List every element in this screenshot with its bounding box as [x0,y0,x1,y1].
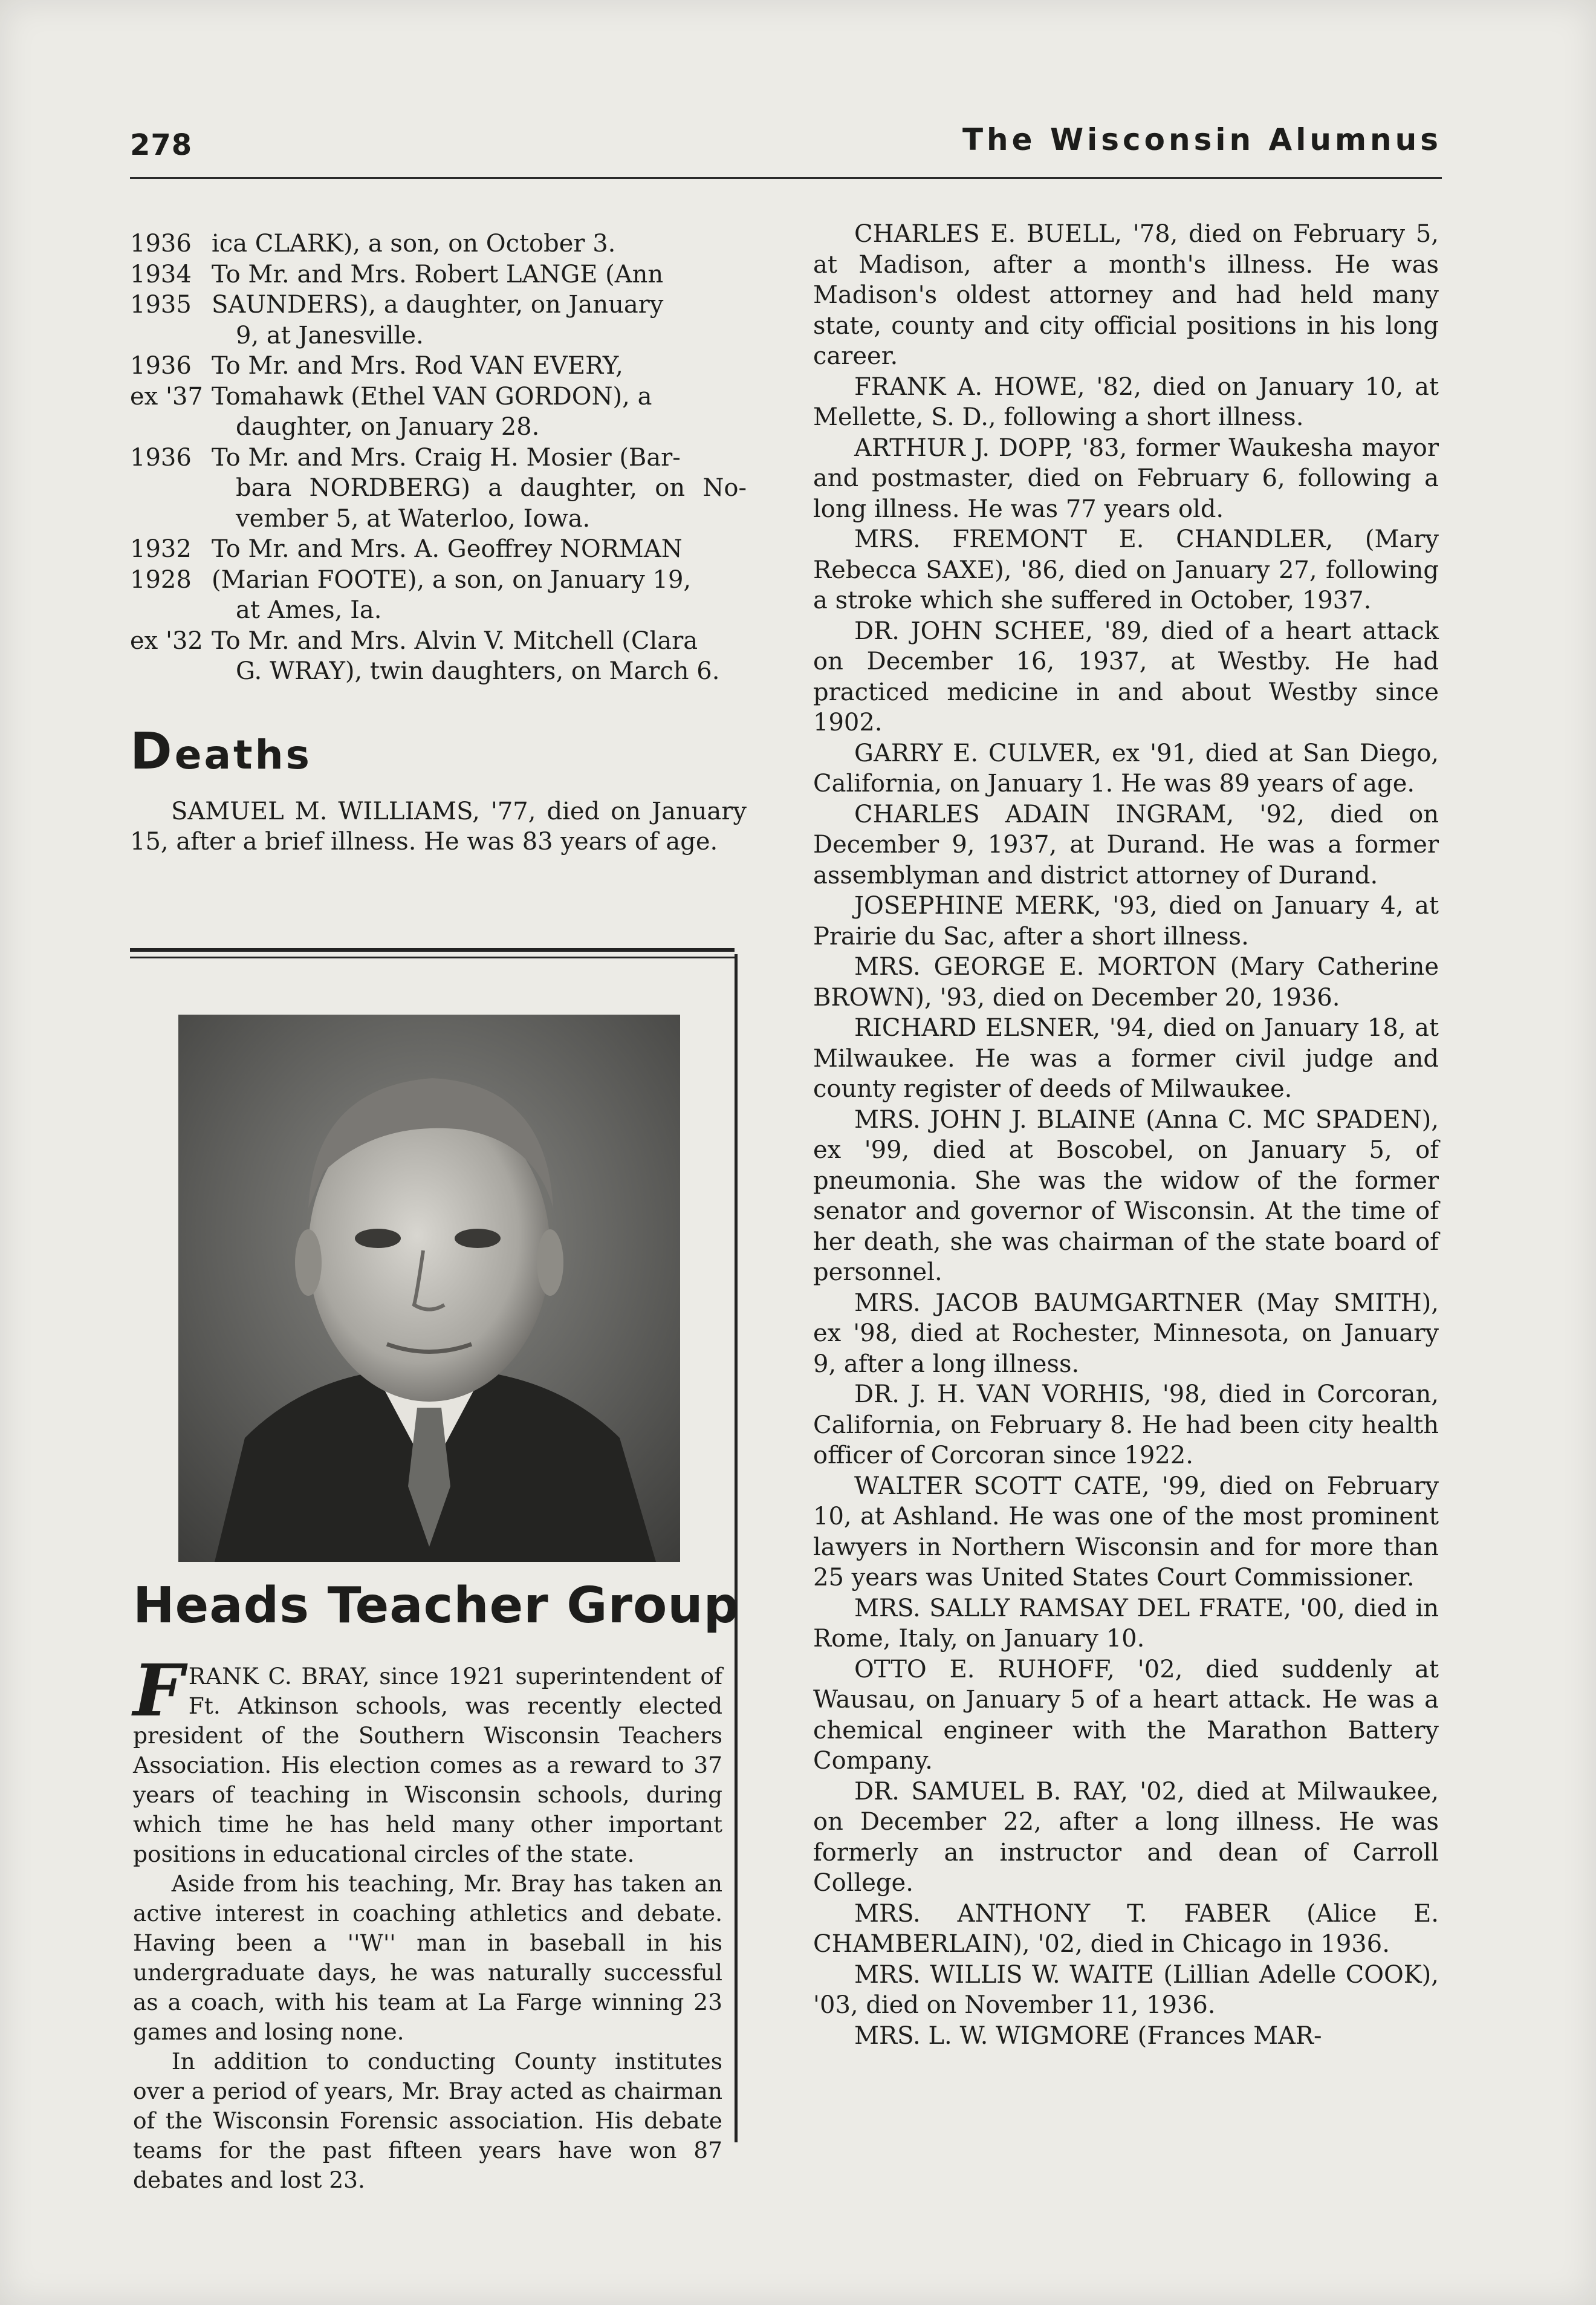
birth-text: To Mr. and Mrs. Alvin V. Mitchell (Clara G. WRAY), twin daughters, on March 6. [212,626,720,685]
list-item [130,351,747,382]
birth-text: SAUNDERS), a daughter, on January 9, at Janesville. [212,291,664,349]
death-notice: CHARLES E. BUELL, '78, died on February 5, at Madison, after a month's illness. He was Madison's oldest attorney and had held many state, county and city official positions in his long career. [813,220,1439,370]
birth-year: ex '37 [130,382,203,411]
left-column [130,229,747,857]
right-column [813,219,1439,2051]
header-rule [130,177,1442,179]
feature-box [130,948,740,2193]
page-header [130,115,1442,181]
death-notice: DR. JOHN SCHEE, '89, died of a heart attack on December 16, 1937, at Westby. He had practiced medicine in and about Westby since 1902. [813,617,1439,736]
death-notice: WALTER SCOTT CATE, '99, died on February 10, at Ashland. He was one of the most prominent lawyers in Northern Wisconsin and for more than 25 years was United States Court Commissioner. [813,1472,1439,1591]
list-item [130,626,747,687]
list-item [130,534,747,565]
death-notice: CHARLES ADAIN INGRAM, '92, died on December 9, 1937, at Durand. He was a former assemblyman and district attorney of Durand. [813,800,1439,889]
birth-text: (Marian FOOTE), a son, on January 19, at Ames, Ia. [212,565,692,624]
feature-body [133,1648,722,2195]
death-notice: MRS. JACOB BAUMGARTNER (May SMITH), ex '98, died at Rochester, Minnesota, on January 9, after a long illness. [813,1289,1439,1378]
birth-year: 1936 [130,352,192,380]
death-notice: MRS. FREMONT E. CHANDLER, (Mary Rebecca SAXE), '86, died on January 27, following a stroke which she suffered in October, 1937. [813,525,1439,614]
deaths-heading: Deaths [130,721,312,781]
birth-year: 1934 [130,260,192,288]
death-notice: FRANK A. HOWE, '82, died on January 10, at Mellette, S. D., following a short illness. [813,372,1439,431]
list-item [130,565,747,626]
feature-paragraph: FRANK C. BRAY, since 1921 superintendent of Ft. Atkinson schools, was recently elected president of the Southern Wisconsin Teachers Association. His election comes as a reward to 37 years of teaching in Wisconsin schools, during which time he has held many other important positions in educational circles of the state. [133,1648,722,1867]
death-notice: MRS. JOHN J. BLAINE (Anna C. MC SPADEN), ex '99, died at Boscobel, on January 5, of pneumonia. She was the widow of the former senator and governor of Wisconsin. At the time of her death, she was chairman of the state board of personnel. [813,1105,1439,1286]
birth-year: 1936 [130,443,192,472]
birth-year: 1936 [130,230,192,258]
birth-year: 1935 [130,291,192,319]
list-item [130,229,747,259]
death-notice: GARRY E. CULVER, ex '91, died at San Diego, California, on January 1. He was 89 years of age. [813,739,1439,798]
feature-paragraph: Aside from his teaching, Mr. Bray has taken an active interest in coaching athletics and debate. Having been a ''W'' man in baseball in his undergraduate days, he was naturally successful as a coach, with his team at La Farge winning 23 games and losing none. [133,1870,722,2045]
portrait-illustration [178,1015,680,1562]
box-side-rule [735,954,738,2142]
death-notice: RICHARD ELSNER, '94, died on January 18, at Milwaukee. He was a former civil judge and county register of deeds of Milwaukee. [813,1014,1439,1103]
death-notice: SAMUEL M. WILLIAMS, '77, died on January 15, after a brief illness. He was 83 years of age. [130,797,747,856]
birth-text: Tomahawk (Ethel VAN GORDON), a daughter, on January 28. [212,382,652,441]
birth-text: To Mr. and Mrs. Robert LANGE (Ann [212,260,664,288]
birth-year: 1928 [130,565,192,594]
list-item [130,382,747,443]
death-notice: MRS. WILLIS W. WAITE (Lillian Adelle COOK), '03, died on November 11, 1936. [813,1960,1439,2019]
birth-text: ica CLARK), a son, on October 3. [212,230,616,258]
birth-year: 1932 [130,535,192,563]
death-notice: MRS. SALLY RAMSAY DEL FRATE, '00, died in Rome, Italy, on January 10. [813,1594,1439,1653]
list-item [130,443,747,535]
birth-text: To Mr. and Mrs. A. Geoffrey NORMAN [212,535,683,563]
feature-paragraph: In addition to conducting County institutes over a period of years, Mr. Bray acted as chairman of the Wisconsin Forensic association. His debate teams for the past fifteen years have won 87 debates and lost 23. [133,2048,722,2193]
drop-cap: F [133,1648,184,1732]
page-number: 278 [130,128,193,162]
publication-title: The Wisconsin Alumnus [962,122,1442,157]
death-notice: MRS. ANTHONY T. FABER (Alice E. CHAMBERLAIN), '02, died in Chicago in 1936. [813,1899,1439,1958]
births-list [130,229,747,687]
birth-year: ex '32 [130,626,203,655]
death-notice: MRS. GEORGE E. MORTON (Mary Catherine BROWN), '93, died on December 20, 1936. [813,953,1439,1012]
feature-title: Heads Teacher Group [133,1577,740,1634]
birth-text: To Mr. and Mrs. Craig H. Mosier (Bar- bara NORDBERG) a daughter, on No- vember 5, at Waterloo, Iowa. [212,443,747,533]
death-notice: ARTHUR J. DOPP, '83, former Waukesha mayor and postmaster, died on February 6, following a long illness. He was 77 years old. [813,434,1439,523]
portrait-photo [178,1015,680,1562]
death-notice: JOSEPHINE MERK, '93, died on January 4, at Prairie du Sac, after a short illness. [813,892,1439,951]
box-rule [130,957,735,958]
death-notice: DR. J. H. VAN VORHIS, '98, died in Corcoran, California, on February 8. He had been city health officer of Corcoran since 1922. [813,1380,1439,1469]
birth-text: To Mr. and Mrs. Rod VAN EVERY, [212,352,623,380]
list-item [130,259,747,290]
box-rule [130,948,735,952]
death-notice: DR. SAMUEL B. RAY, '02, died at Milwaukee, on December 22, after a long illness. He was formerly an instructor and dean of Carroll College. [813,1777,1439,1897]
list-item [130,290,747,351]
death-notice: MRS. L. W. WIGMORE (Frances MAR- [854,2021,1322,2050]
death-notice: OTTO E. RUHOFF, '02, died suddenly at Wausau, on January 5 of a heart attack. He was a chemical engineer with the Marathon Battery Company. [813,1655,1439,1775]
